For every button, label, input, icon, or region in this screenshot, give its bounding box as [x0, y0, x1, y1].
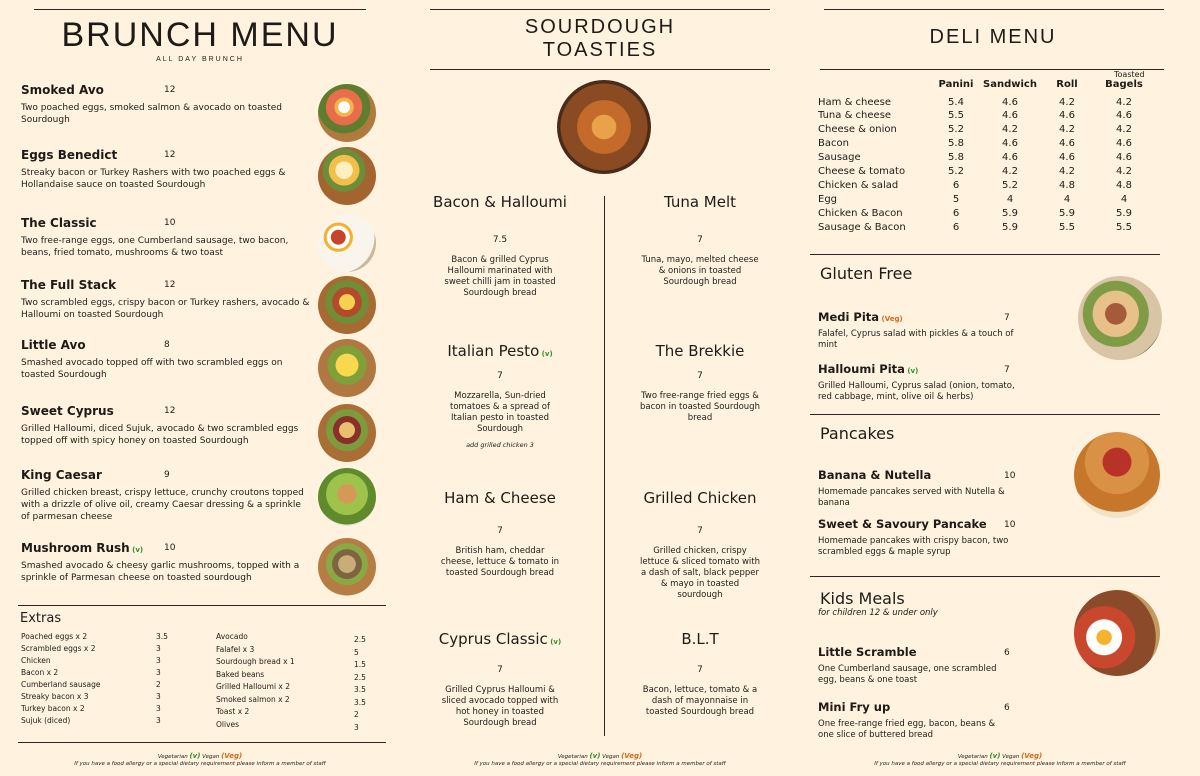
deli-item-name: Bacon [818, 137, 849, 149]
deli-item-name: Ham & cheese [818, 97, 892, 108]
menu-item-price: 6 [1004, 703, 1010, 713]
menu-item-name: The Full Stack [21, 278, 117, 292]
deli-price: 4.8 [1116, 179, 1132, 191]
menu-item-price: 12 [164, 406, 176, 416]
full-stack-photo [318, 276, 376, 334]
deli-price: 5.8 [948, 137, 964, 149]
extra-item-name: Scrambled eggs x 2 [21, 644, 96, 653]
toastie-desc: Tuna, mayo, melted cheese & onions in toasted Sourdough bread [641, 255, 759, 287]
deli-price: 4.8 [1059, 179, 1075, 191]
toastie-name: Ham & Cheese [444, 489, 556, 507]
menu-item-desc: Two free-range eggs, one Cumberland sausage, two bacon, beans, fried tomato, mushrooms & two toast [21, 236, 289, 258]
menu-item-desc: Grilled chicken breast, crispy lettuce, crunchy croutons topped with a drizzle of olive oil, creamy Caesar dressing & a sprinkle of parmesan cheese [21, 488, 304, 522]
little-avo-photo [318, 339, 376, 397]
extra-item-name: Falafel x 3 [216, 644, 255, 654]
toasties-title-line2: TOASTIES [542, 39, 658, 61]
menu-item-desc: Two poached eggs, smoked salmon & avocado on toasted Sourdough [21, 103, 282, 125]
toastie-price: 7.5 [492, 235, 508, 245]
toastie-price: 7 [497, 665, 503, 675]
menu-item-name: Eggs Benedict [21, 148, 118, 162]
menu-item-name: Medi Pita (Veg) [818, 310, 903, 324]
deli-row [818, 122, 1158, 136]
extra-item-price: 1.5 [354, 660, 366, 669]
extra-item-name: Poached eggs x 2 [21, 632, 88, 641]
deli-price: 4 [1063, 193, 1071, 205]
footer-allergy-2: If you have a food allergy or a special dietary requirement please inform a member of staff [474, 761, 726, 767]
toastie-price: 7 [697, 665, 703, 675]
menu-item-desc: Streaky bacon or Turkey Rashers with two poached eggs & Hollandaise sauce on toasted Sourdough [21, 168, 286, 190]
deli-item-name: Chicken & Bacon [818, 207, 903, 219]
deli-row [818, 220, 1158, 234]
menu-item-price: 10 [1004, 520, 1016, 530]
toastie-desc: Two free-range fried eggs & bacon in toasted Sourdough bread [640, 391, 760, 423]
pita-photo [1078, 276, 1162, 360]
menu-item-desc: Homemade pancakes with crispy bacon, two scrambled eggs & maple syrup [818, 536, 1009, 557]
deli-price: 4.6 [1002, 109, 1018, 121]
toastie-name: Tuna Melt [663, 193, 737, 211]
deli-row [818, 192, 1158, 206]
toastie-photo [557, 80, 651, 174]
eggs-benedict-photo [318, 147, 376, 205]
footer-allergy-3: If you have a food allergy or a special dietary requirement please inform a member of staff [874, 761, 1126, 767]
extra-item-name: Chicken [21, 656, 51, 665]
deli-row [818, 150, 1158, 164]
menu-item-name: Banana & Nutella [818, 468, 932, 482]
deli-price: 5.9 [1002, 221, 1018, 233]
toasties-title-line1: SOURDOUGH [524, 16, 676, 38]
deli-item-name: Sausage [818, 151, 861, 163]
menu-item-name: Little Avo [21, 338, 86, 352]
vegetarian-tag: (v) [129, 546, 144, 554]
deli-price: 5.5 [1116, 221, 1132, 233]
toastie-name: Grilled Chicken [643, 489, 757, 507]
toastie-name: Italian Pesto (v) [447, 342, 553, 360]
vegetarian-tag: (v) [547, 638, 562, 646]
extra-item-price: 3 [156, 716, 161, 725]
menu-item-name: Sweet & Savoury Pancake [818, 517, 987, 531]
brunch-title: BRUNCH MENU [61, 16, 339, 54]
toastie-price: 7 [697, 526, 703, 536]
kids-photo [1074, 590, 1160, 676]
deli-price: 5.5 [948, 109, 964, 121]
toastie-desc: British ham, cheddar cheese, lettuce & tomato in toasted Sourdough bread [440, 546, 560, 578]
extra-item-name: Turkey bacon x 2 [21, 704, 85, 713]
footer-legend-2: Vegetarian (v) Vegan (Veg) [557, 752, 643, 760]
deli-title: DELI MENU [929, 26, 1057, 48]
deli-item-name: Egg [818, 193, 838, 205]
deli-row [818, 164, 1158, 178]
menu-item-price: 8 [164, 340, 170, 350]
deli-price: 4.2 [1059, 123, 1075, 135]
menu-item-price: 6 [1004, 648, 1010, 658]
extra-item-price: 2 [354, 710, 359, 719]
toastie-price: 7 [497, 526, 503, 536]
deli-price: 4.6 [1116, 151, 1132, 163]
menu-item-price: 12 [164, 280, 176, 290]
toastie-desc: Mozzarella, Sun-dried tomatoes & a spread of Italian pesto in toasted Sourdough [449, 391, 551, 434]
menu-item-desc: Two scrambled eggs, crispy bacon or Turkey rashers, avocado & Halloumi on toasted Sourdough [21, 298, 310, 320]
brunch-subtitle: ALL DAY BRUNCH [156, 56, 244, 63]
extra-item-price: 2.5 [354, 635, 366, 644]
extra-item-price: 5 [354, 647, 359, 657]
menu-item-desc: One Cumberland sausage, one scrambled egg, beans & one toast [818, 664, 997, 685]
toastie-name: Bacon & Halloumi [433, 193, 567, 211]
menu-item-desc: Smashed avocado topped off with two scrambled eggs on toasted Sourdough [21, 358, 283, 380]
extra-item-price: 2.5 [354, 672, 366, 682]
deli-price: 4.6 [1002, 137, 1018, 149]
deli-price: 6 [952, 179, 960, 191]
menu-item-desc: Smashed avocado & cheesy garlic mushrooms, topped with a sprinkle of Parmesan cheese on toasted sourdough [21, 561, 300, 583]
menu-item-name: Mini Fry up [818, 700, 891, 714]
mushroom-rush-photo [318, 538, 376, 596]
toastie-name: The Brekkie [655, 342, 745, 360]
deli-col-header: Roll [1056, 78, 1078, 90]
menu-item-name: Sweet Cyprus [21, 404, 114, 418]
toastie-desc: Bacon & grilled Cyprus Halloumi marinated with sweet chilli jam in toasted Sourdough bread [444, 255, 556, 298]
deli-price: 4.2 [1059, 165, 1075, 177]
diet-tag: (v) [904, 367, 919, 375]
deli-price: 5.2 [1002, 179, 1018, 191]
deli-price: 4.6 [1059, 137, 1075, 149]
deli-price: 4 [1120, 193, 1128, 205]
deli-price: 5.8 [948, 151, 964, 163]
toastie-desc: Bacon, lettuce, tomato & a dash of mayonnaise in toasted Sourdough bread [642, 685, 758, 717]
deli-item-name: Cheese & tomato [818, 165, 906, 177]
pancake-photo [1074, 432, 1160, 518]
deli-item-name: Tuna & cheese [818, 109, 892, 121]
extra-item-name: Olives [216, 719, 240, 729]
deli-row [818, 178, 1158, 192]
deli-price: 6 [952, 207, 960, 219]
toastie-price: 7 [697, 235, 703, 245]
menu-item-name: Smoked Avo [21, 83, 104, 97]
extra-item-name: Bacon x 2 [21, 668, 59, 677]
deli-price: 4.2 [1116, 123, 1132, 135]
deli-col-header: Bagels [1105, 78, 1143, 90]
section-title: Gluten Free [820, 264, 913, 283]
section-subtitle: for children 12 & under only [818, 608, 938, 618]
menu-item-name: Little Scramble [818, 645, 917, 659]
menu-item-desc: Homemade pancakes served with Nutella & banana [818, 487, 1005, 508]
toastie-desc: Grilled chicken, crispy lettuce & sliced tomato with a dash of salt, black pepper & mayo in toasted sourdough [639, 546, 761, 600]
deli-price: 6 [952, 221, 960, 233]
extra-item-price: 3 [156, 656, 161, 665]
toastie-name: B.L.T [681, 630, 719, 648]
extra-item-name: Streaky bacon x 3 [21, 692, 89, 701]
menu-item-price: 9 [164, 470, 170, 480]
extra-item-price: 3 [156, 668, 161, 677]
extra-item-name: Grilled Halloumi x 2 [216, 682, 291, 691]
extra-item-price: 3 [354, 722, 359, 732]
deli-item-name: Sausage & Bacon [818, 221, 906, 233]
diet-tag: (Veg) [879, 315, 903, 323]
menu-item-price: 12 [164, 150, 176, 160]
extra-item-price: 3 [156, 692, 161, 701]
deli-table [818, 77, 1158, 234]
menu-item-name: Mushroom Rush (v) [21, 541, 144, 555]
extra-item-name: Baked beans [216, 669, 265, 679]
sweet-cyprus-photo [318, 404, 376, 462]
deli-row [818, 108, 1158, 122]
deli-price: 5.9 [1002, 207, 1018, 219]
section-title: Pancakes [820, 424, 895, 443]
menu-item-price: 7 [1004, 313, 1010, 323]
deli-price: 5.2 [948, 165, 964, 177]
footer-legend-3: Vegetarian (v) Vegan (Veg) [957, 752, 1043, 760]
menu-item-name: Halloumi Pita (v) [818, 362, 919, 376]
extra-item-price: 3 [156, 704, 161, 713]
section-title: Kids Meals [820, 589, 905, 608]
extra-item-name: Toast x 2 [216, 707, 250, 716]
footer-legend: Vegetarian (v) Vegan (Veg) [157, 752, 243, 760]
toastie-name: Cyprus Classic (v) [438, 630, 562, 648]
extra-item-name: Avocado [216, 632, 248, 641]
deli-price: 4.2 [1002, 123, 1018, 135]
menu-item-desc: Grilled Halloumi, Cyprus salad (onion, tomato, red cabbage, mint, olive oil & herbs) [818, 381, 1015, 402]
deli-row [818, 91, 1158, 108]
menu-item-price: 12 [164, 85, 176, 95]
extras-title: Extras [20, 611, 62, 626]
menu-item-price: 10 [164, 543, 176, 553]
extra-item-price: 3.5 [354, 697, 366, 707]
extra-item-price: 3.5 [156, 632, 168, 641]
extra-item-price: 2 [156, 680, 161, 689]
deli-price: 4.2 [1116, 165, 1132, 177]
extra-item-name: Sujuk (diced) [21, 716, 71, 725]
extra-item-name: Cumberland sausage [21, 680, 101, 689]
extra-item-name: Sourdough bread x 1 [216, 657, 295, 666]
deli-row [818, 206, 1158, 220]
menu-item-desc: Grilled Halloumi, diced Sujuk, avocado & two scrambled eggs topped off with spicy honey on toasted Sourdough [21, 424, 299, 446]
toastie-price: 7 [697, 371, 703, 381]
deli-price: 4.6 [1002, 97, 1018, 108]
deli-col-header: Panini [938, 78, 974, 90]
vegetarian-tag: (v) [539, 350, 553, 358]
deli-price: 5.9 [1059, 207, 1075, 219]
footer-allergy: If you have a food allergy or a special dietary requirement please inform a member of staff [74, 761, 326, 767]
deli-price: 4.6 [1116, 137, 1132, 149]
menu-item-price: 10 [164, 218, 176, 228]
deli-col-header: Sandwich [983, 78, 1037, 90]
menu-item-name: King Caesar [21, 468, 102, 482]
deli-row [818, 136, 1158, 150]
deli-price: 4.2 [1116, 97, 1132, 108]
deli-item-name: Cheese & onion [818, 123, 897, 135]
menu-item-price: 10 [1004, 471, 1016, 481]
menu-item-price: 7 [1004, 365, 1010, 375]
deli-price: 4.2 [1059, 97, 1075, 108]
deli-price: 4.6 [1116, 109, 1132, 121]
extra-item-price: 3.5 [354, 685, 366, 694]
toastie-price: 7 [497, 371, 503, 381]
deli-price: 5.4 [948, 97, 964, 108]
extra-item-name: Smoked salmon x 2 [216, 694, 290, 704]
extra-item-price: 3 [156, 644, 161, 653]
deli-price: 4 [1006, 193, 1014, 205]
deli-price: 4.6 [1059, 151, 1075, 163]
deli-item-name: Chicken & salad [818, 179, 899, 191]
the-classic-photo [318, 214, 376, 272]
deli-col-blank [818, 77, 936, 91]
king-caesar-photo [318, 468, 376, 526]
toastie-desc: Grilled Cyprus Halloumi & sliced avocado topped with hot honey in toasted Sourdough bread [441, 685, 559, 728]
menu-item-name: The Classic [21, 216, 97, 230]
smoked-avo-photo [318, 84, 376, 142]
deli-price: 4.6 [1002, 151, 1018, 163]
deli-bagels-prefix: Toasted [1114, 70, 1145, 79]
deli-price: 5 [952, 193, 960, 205]
menu-item-desc: One free-range fried egg, bacon, beans & one slice of buttered bread [818, 719, 996, 740]
toastie-note: add grilled chicken 3 [466, 441, 534, 449]
deli-price: 5.9 [1116, 207, 1132, 219]
menu-item-desc: Falafel, Cyprus salad with pickles & a touch of mint [818, 329, 1014, 350]
deli-price: 4.2 [1002, 165, 1018, 177]
deli-price: 4.6 [1059, 109, 1075, 121]
deli-price: 5.2 [948, 123, 964, 135]
deli-price: 5.5 [1059, 221, 1075, 233]
